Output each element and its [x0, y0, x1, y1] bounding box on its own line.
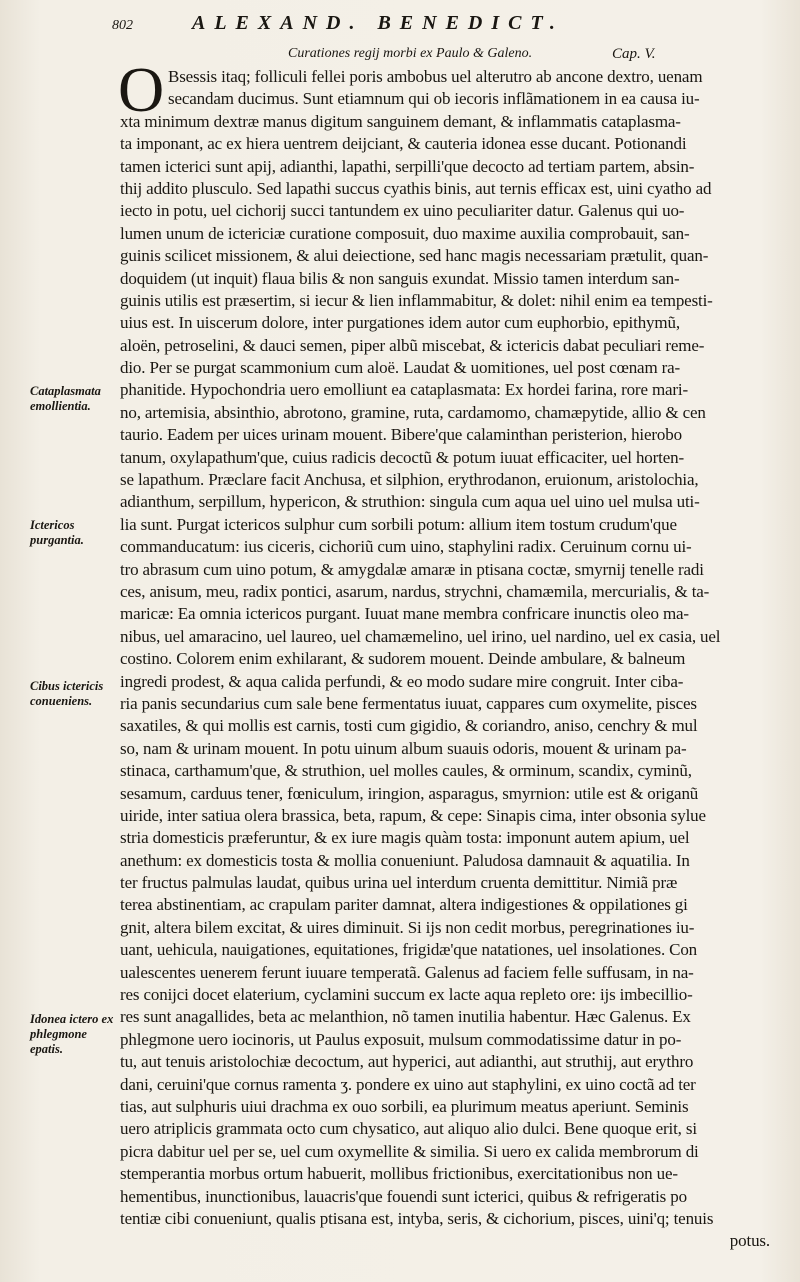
text-line: uius est. In uiscerum dolore, inter purgationes idem autor cum euphorbio, epithymũ,: [120, 313, 680, 333]
section-subhead: Curationes regij morbi ex Paulo & Galeno.: [288, 46, 533, 61]
text-line: thij addito plusculo. Sed lapathi succus cyathis binis, aut ternis efficax est, uini cyatho ad: [120, 178, 712, 198]
text-line: stria domesticis præferuntur, & ex iure magis quàm tosta: imponunt autem apium, uel: [120, 828, 690, 848]
text-line: nibus, uel amaracino, uel laureo, uel chamæmelino, uel irino, uel nardino, uel ex casia, uel: [120, 626, 721, 646]
text-line: tentiæ cibi conueniunt, qualis ptisana est, intyba, seris, & cichorium, pisces, uini'q; tenuis: [120, 1208, 714, 1228]
text-line: tu, aut tenuis aristolochiæ decoctum, aut hyperici, aut adianthi, aut struthij, aut erythro: [120, 1052, 694, 1072]
text-line: ingredi prodest, & aqua calida perfundi, & eo modo sudare mire congruit. Inter ciba-: [120, 671, 684, 691]
text-line: gnit, altera bilem excitat, & uires diminuit. Si ijs non cedit morbus, peregrinationes iu-: [120, 917, 695, 937]
text-line: ter fructus palmulas laudat, quibus urina uel interdum cruenta demittitur. Nimiã præ: [120, 873, 678, 893]
text-line: no, artemisia, absinthio, abrotono, gramine, ruta, cardamomo, chamæpytide, allio & cen: [120, 402, 706, 422]
text-line: res conijci docet elaterium, cyclamini succum ex lacte aqua repleto ore: ijs imbecillio-: [120, 985, 693, 1005]
text-line: guinis utilis est præsertim, si iecur & lien inflammabitur, & dolet: nihil enim ea tempesti-: [120, 290, 713, 310]
text-line: secandam ducimus. Sunt etiamnum qui ob iecoris inflãmationem in ea causa iu-: [168, 89, 700, 109]
margin-note-cataplasmata: Cataplasmata emollientia.: [30, 384, 101, 413]
text-line: tanum, oxylapathum'que, cuius radicis decoctũ & potum iuuat efficaciter, uel horten-: [120, 447, 684, 467]
text-line: phlegmone uero iocinoris, ut Paulus exposuit, mulsum commodatissime datur in po-: [120, 1029, 682, 1049]
text-line: dio. Per se purgat scammonium cum aloë. Laudat & uomitiones, uel post cœnam ra-: [120, 358, 681, 378]
text-line: ta imponant, ac ex hiera uentrem deijciant, & cauteria idonea esse ducant. Potionandi: [120, 134, 687, 154]
text-line: stemperantia morbus ortum habuerit, mollibus frictionibus, exercitationibus non ue-: [120, 1164, 678, 1184]
drop-cap: O: [118, 54, 165, 125]
text-line: doquidem (ut inquit) flaua bilis & non sanguis exundat. Missio tamen interdum san-: [120, 268, 680, 288]
text-line: taurio. Eadem per uices urinam mouent. Bibere'que calaminthan peristerion, hierobo: [120, 425, 682, 445]
text-line: saxatiles, & qui mollis est carnis, tosti cum gigidio, & coriandro, aniso, cenchry & mul: [120, 716, 698, 736]
text-line: dani, ceruini'que cornus ramenta ʒ. pondere ex uino aut staphylini, ex uino coctã ad ter: [120, 1074, 696, 1094]
text-line: ualescentes uenerem ferunt iuuare temperatã. Galenus ad faciem felle suffusam, in na-: [120, 962, 694, 982]
text-line: stinaca, carthamum'que, & struthion, uel molles caules, & orminum, scandix, cyminũ,: [120, 761, 692, 781]
text-line: potus.: [729, 1231, 770, 1251]
running-title: ALEXAND. BENEDICT.: [192, 12, 564, 34]
text-line: ces, anisum, meu, radix pontici, asarum, nardus, strychni, chamæmila, mercurialis, & ta-: [120, 581, 710, 601]
page-number: 802: [112, 18, 133, 33]
text-line: maricæ: Ea omnia ictericos purgant. Iuuat mane membra confricare inunctis oleo ma-: [120, 604, 689, 624]
text-line: terea abstinentiam, ac crapulam pariter damnat, altera indigestiones & oppilationes gi: [120, 895, 688, 915]
text-line: anethum: ex domesticis tosta & mollia conueniunt. Paludosa damnauit & aquatilia. In: [120, 850, 690, 870]
text-line: ria panis secundarius cum sale bene fermentatus iuuat, cappares cum oxymelite, pisces: [120, 693, 697, 713]
text-line: tias, aut sulphuris uiui drachma ex ouo sorbili, ea plurimum meatus aperiunt. Seminis: [120, 1096, 689, 1116]
text-line: costino. Colorem enim exhilarant, & sudorem mouent. Deinde ambulare, & balneum: [120, 649, 686, 669]
chapter-label: Cap. V.: [612, 46, 656, 62]
text-line: tro abrasum cum uino potum, & amygdalæ amaræ in ptisana coctæ, smyrnij tenelle radi: [120, 559, 704, 579]
text-line: tamen icterici sunt apij, adianthi, lapathi, serpilli'que decocto ad tertiam partem, absin-: [120, 156, 695, 176]
text-line: aloën, petroselini, & dauci semen, piper albũ miscebat, & ictericis dabat peculiari reme-: [120, 335, 705, 355]
text-line: guinis scilicet missionem, & alui deiectione, sed hanc magis necessariam prætulit, quan-: [120, 246, 709, 266]
text-line: commanducatum: ius ciceris, cichoriũ cum uino, staphylini radix. Ceruinum cornu ui-: [120, 537, 692, 557]
text-line: phanitide. Hypochondria uero emolliunt ea cataplasmata: Ex hordei farina, rore mari-: [120, 380, 689, 400]
margin-note-idonea: Idonea ictero ex phlegmone epatis.: [30, 1012, 114, 1056]
text-line: uero atriplicis grammata octo cum chysatico, aut aliquo alio dulci. Bene quoque erit, si: [120, 1119, 697, 1139]
text-line: res sunt anagallides, beta ac melanthion, nõ tamen inutilia habentur. Hæc Galenus. Ex: [120, 1007, 691, 1027]
margin-note-cibus: Cibus ictericis conueniens.: [30, 679, 104, 708]
margin-note-ictericos: Ictericos purgantia.: [30, 518, 84, 547]
text-line: Bsessis itaq; folliculi fellei poris ambobus uel alterutro ab ancone dextro, uenam: [168, 67, 703, 86]
text-line: picra dabitur uel per se, uel cum oxymellite & similia. Si uero ex calida membrorum di: [120, 1141, 699, 1161]
text-line: hementibus, inunctionibus, lauacris'que fouendi sunt icterici, quibus & refrigeratis po: [120, 1186, 687, 1206]
text-line: iecto in potu, uel cichorij succi tantundem ex uino peculiariter datur. Galenus qui uo-: [120, 201, 685, 221]
text-line: se lapathum. Præclare facit Anchusa, et silphion, erythrodanon, eruionum, aristolochia,: [120, 470, 699, 490]
text-line: lumen unum de ictericiæ curatione composuit, duo maxime auxilia comprobauit, san-: [120, 223, 690, 243]
text-line: uant, uehicula, nauigationes, equitationes, frigidæ'que natationes, uel insolationes. Con: [120, 940, 698, 960]
text-line: xta minimum dextræ manus digitum sanguinem demant, & inflammatis cataplasma-: [120, 111, 681, 131]
text-line: sesamum, carduus tener, fœniculum, iringion, asparagus, smyrnion: utile est & origanũ: [120, 783, 699, 803]
text-line: lia sunt. Purgat ictericos sulphur cum sorbili potum: allium item tostum crudum'que: [120, 514, 677, 534]
text-line: uiride, inter satiua olera brassica, beta, rapum, & cepe: Sinapis cima, inter obsonia sylue: [120, 805, 706, 825]
text-line: so, nam & urinam mouent. In potu uinum album suauis odoris, mouent & urinam pa-: [120, 738, 687, 758]
page-header: [112, 10, 752, 44]
text-line: adianthum, serpillum, hypericon, & struthion: singula cum aqua uel uino uel mulsa uti-: [120, 492, 700, 512]
